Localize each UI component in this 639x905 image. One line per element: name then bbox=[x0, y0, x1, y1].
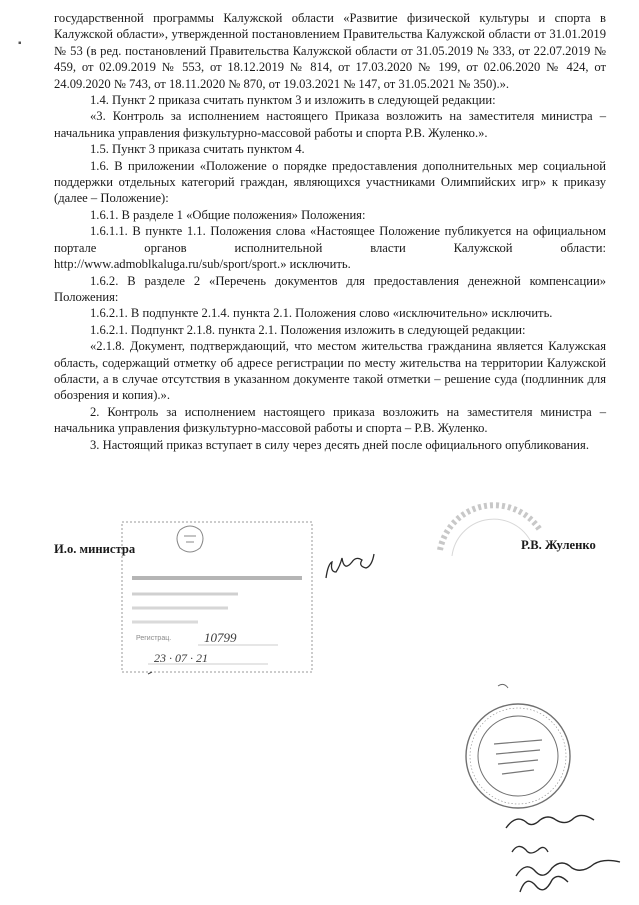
paragraph: 1.6.2.1. В подпункте 2.1.4. пункта 2.1. Положения слово «исключительно» исключить. bbox=[90, 306, 553, 321]
seal-text-lines bbox=[494, 740, 542, 774]
signatory-name: Р.В. Жуленко bbox=[521, 538, 596, 552]
paragraph: 1.6. В приложении «Положение о порядке предоставления дополнительных мер социальной поддержки отдельных категорий граждан, являющихся участниками Олимпийских игр» к приказу (далее – Положение): bbox=[54, 158, 606, 206]
paragraph: 1.5. Пункт 3 приказа считать пунктом 4. bbox=[90, 142, 305, 157]
ministry-seal bbox=[462, 700, 574, 812]
signatory-title: И.о. министра bbox=[54, 542, 136, 556]
reg-label: Регистрац. bbox=[136, 635, 172, 642]
paragraph: 1.6.1. В разделе 1 «Общие положения» Положения: bbox=[90, 207, 366, 222]
paragraph: 1.6.2. В разделе 2 «Перечень документов для предоставления денежной компенсации» Положения: bbox=[54, 273, 606, 304]
paragraph: 2. Контроль за исполнением настоящего приказа возложить на заместителя министра – начальника управления физкультурно-массовой работы и спорта – Р.В. Жуленко. bbox=[54, 404, 606, 436]
paragraph: государственной программы Калужской области «Развитие физической культуры и спорта в Калужской области», утвержденной постановлением Правительства Калужской области от 31.01.2019 № 53 (в ред. постановлений Правительства Калужской области от 31.05.2019 № 333, от 22.07.2019 № 459, от 02.09.2019 № 553, от 18.12.2019 № 814, от 17.03.2020 № 199, от 02.06.2020 № 424, от 24.09.2020 № 743, от 18.11.2020 № 870, от 19.03.2021 № 147, от 31.05.2021 № 350).». bbox=[54, 11, 606, 91]
paragraph: 3. Настоящий приказ вступает в силу через десять дней после официального опубликования. bbox=[90, 437, 589, 452]
margin-mark: ▪ bbox=[18, 38, 22, 49]
reg-number: 10799 bbox=[204, 630, 237, 645]
paragraph: 1.4. Пункт 2 приказа считать пунктом 3 и изложить в следующей редакции: bbox=[90, 93, 496, 108]
paragraph: «2.1.8. Документ, подтверждающий, что местом жительства гражданина является Калужская область, содержащий отметку об адресе регистрации по месту жительства на территории Калужской области, а в случае отсутствия в указанном документе такой отметки – решение суда (подлинник для обозрения и копия).». bbox=[54, 339, 606, 403]
paragraph: «3. Контроль за исполнением настоящего Приказа возложить на заместителя министра – начальника управления физкультурно-массовой работы и спорта Р.В. Жуленко.». bbox=[54, 109, 606, 140]
reg-date: 23 · 07 · 21 bbox=[154, 651, 208, 665]
paragraph: 1.6.1.1. В пункте 1.1. Положения слова «Настоящее Положение публикуется на официальном портале органов исполнительной власти Калужской области: http://www.admoblkaluga.ru/sub/sport/sport.» исключить. bbox=[54, 224, 606, 272]
paragraph: 1.6.2.1. Подпункт 2.1.8. пункта 2.1. Положения изложить в следующей редакции: bbox=[90, 322, 526, 337]
